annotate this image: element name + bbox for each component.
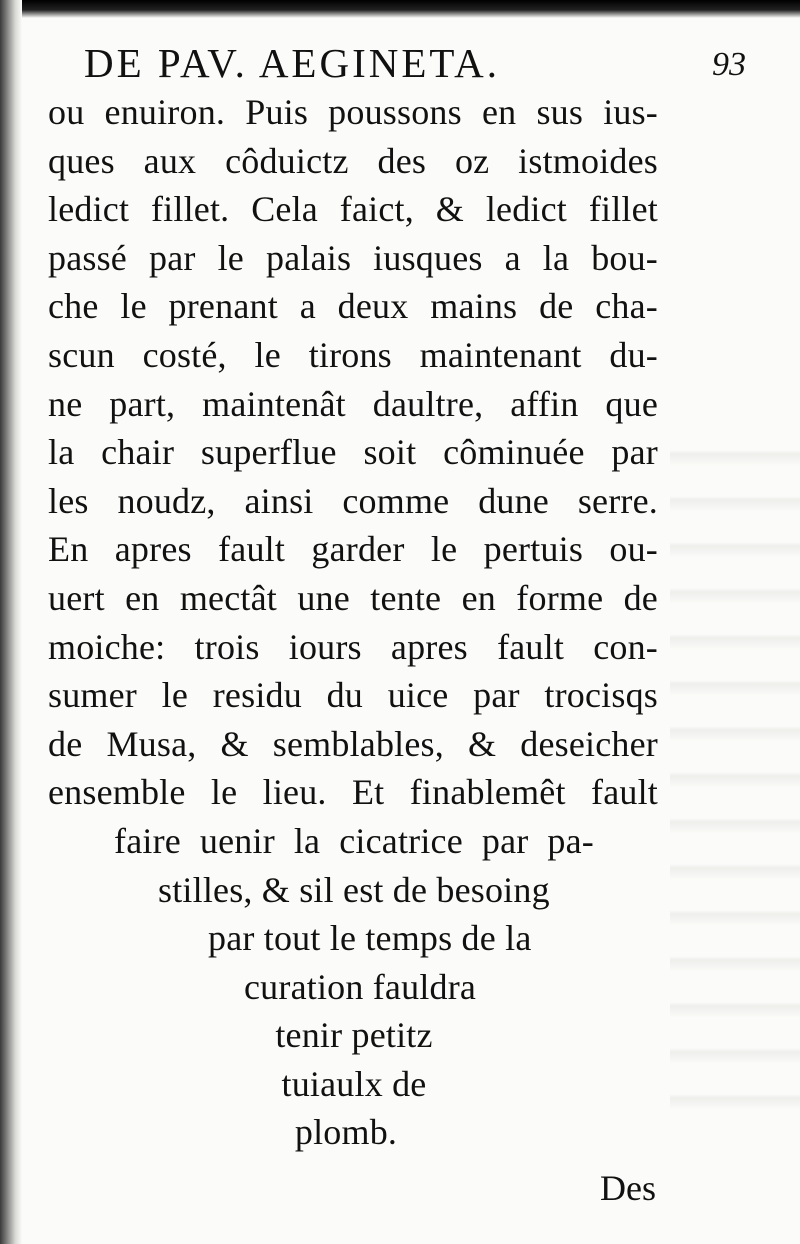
text-line: de Musa, & semblables, & deseicher — [48, 723, 658, 764]
text-line: sumer le residu du uice par trocisqs — [48, 675, 658, 716]
text-line: scun costé, le tirons maintenant du- — [48, 334, 658, 375]
text-block — [48, 88, 668, 1157]
text-line: ne part, maintenât daultre, affin que — [48, 383, 658, 424]
show-through-bleed — [670, 420, 800, 1140]
page-number: 93 — [712, 46, 746, 83]
text-line: ou enuiron. Puis poussons en sus ius- — [48, 92, 658, 132]
text-line: ensemble le lieu. Et finablemêt fault — [48, 772, 658, 813]
running-head: DE PAV. AEGINETA. — [84, 40, 501, 86]
text-line: uert en mectât une tente en forme de — [48, 577, 658, 618]
text-line: la chair superflue soit côminuée par — [48, 432, 658, 473]
text-line: moiche: trois iours apres fault con- — [48, 626, 658, 667]
text-line: les noudz, ainsi comme dune serre. — [48, 480, 658, 521]
text-line: ques aux côduictz des oz istmoides — [48, 140, 658, 181]
text-line: curation fauldra — [244, 966, 477, 1007]
scan-gutter-shadow — [0, 0, 22, 1244]
text-line: tuiaulx de — [281, 1063, 427, 1104]
text-line: passé par le palais iusques a la bou- — [48, 237, 658, 278]
text-line: En apres fault garder le pertuis ou- — [48, 529, 658, 570]
text-line: che le prenant a deux mains de cha- — [48, 286, 658, 327]
text-line: faire uenir la cicatrice par pa- — [114, 820, 594, 861]
text-line: ledict fillet. Cela faict, & ledict fillet — [48, 189, 658, 230]
text-line: tenir petitz — [275, 1015, 433, 1056]
scan-top-shadow — [0, 0, 800, 18]
catchword: Des — [600, 1168, 656, 1208]
text-line: par tout le temps de la — [208, 918, 532, 959]
text-line: stilles, & sil est de besoing — [158, 869, 550, 910]
text-line: plomb. — [294, 1112, 398, 1153]
